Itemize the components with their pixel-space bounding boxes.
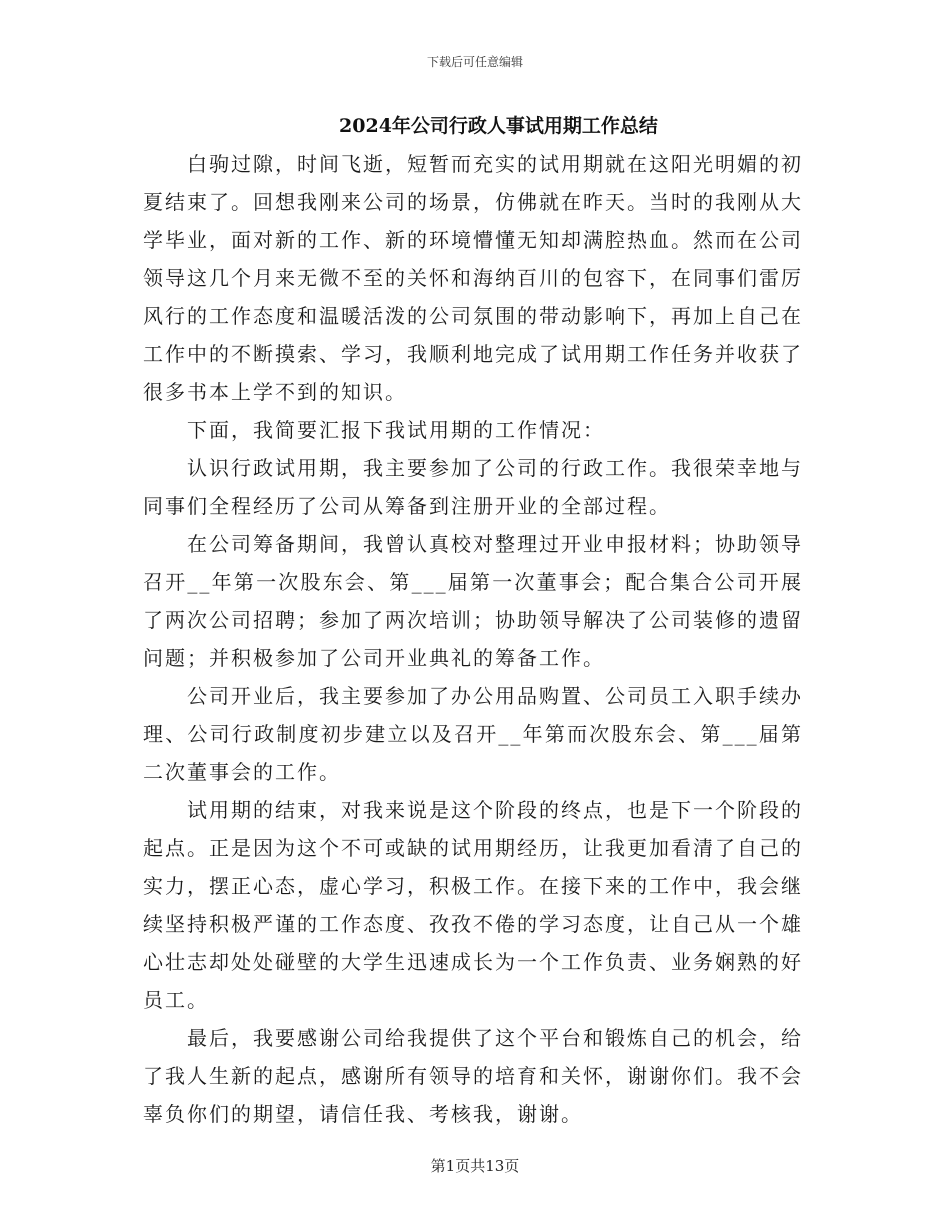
paragraph-reflection: 试用期的结束，对我来说是这个阶段的终点，也是下一个阶段的起点。正是因为这个不可或缺的试用期经历，让我更加看清了自己的实力，摆正心态，虚心学习，积极工作。在接下来的工作中，我会继续坚持积极严谨的工作态度、孜孜不倦的学习态度，让自己从一个雄心壮志却处处碰壁的大学生迅速成长为一个工作负责、业务娴熟的好员工。 — [143, 798, 803, 1012]
paragraph-after-opening: 公司开业后，我主要参加了办公用品购置、公司员工入职手续办理、公司行政制度初步建立以及召开__年第而次股东会、第___届第二次董事会的工作。 — [143, 684, 803, 784]
paragraph-report-lead: 下面，我简要汇报下我试用期的工作情况： — [187, 418, 605, 442]
paragraph-thanks: 最后，我要感谢公司给我提供了这个平台和锻炼自己的机会，给了我人生新的起点，感谢所有领导的培育和关怀，谢谢你们。我不会辜负你们的期望，请信任我、考核我，谢谢。 — [143, 1026, 803, 1126]
page-number: 第1页共13页 — [430, 1157, 520, 1175]
paragraph-preparation-period: 在公司筹备期间，我曾认真校对整理过开业申报材料；协助领导召开__年第一次股东会、第___届第一次董事会；配合集合公司开展了两次公司招聘；参加了两次培训；协助领导解决了公司装修的遗留问题；并积极参加了公司开业典礼的筹备工作。 — [143, 532, 803, 670]
paragraph-admin-work: 认识行政试用期，我主要参加了公司的行政工作。我很荣幸地与同事们全程经历了公司从筹备到注册开业的全部过程。 — [143, 456, 803, 518]
document-title: 2024年公司行政人事试用期工作总结 — [339, 115, 658, 137]
paragraph-intro: 白驹过隙，时间飞逝，短暂而充实的试用期就在这阳光明媚的初夏结束了。回想我刚来公司的场景，仿佛就在昨天。当时的我刚从大学毕业，面对新的工作、新的环境懵懂无知却满腔热血。然而在公司领导这几个月来无微不至的关怀和海纳百川的包容下，在同事们雷厉风行的工作态度和温暖活泼的公司氛围的带动影响下，再加上自己在工作中的不断摸索、学习，我顺利地完成了试用期工作任务并收获了很多书本上学不到的知识。 — [143, 152, 803, 404]
document-body — [143, 145, 803, 1133]
header-note: 下载后可任意编辑 — [426, 55, 523, 69]
